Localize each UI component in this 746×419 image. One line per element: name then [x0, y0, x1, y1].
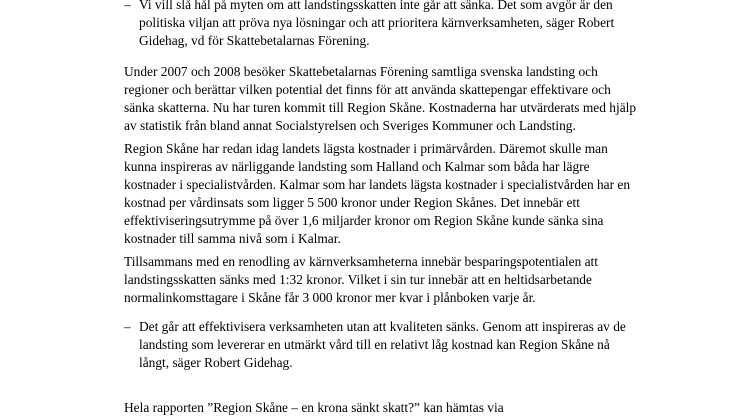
text-line: av statistik från bland annat Socialstyrelsen och Sveriges Kommuner och Landsting. — [124, 118, 576, 134]
text-line: sänka skatterna. Nu har turen kommit till Region Skåne. Kostnaderna har utvärderats med hjälp — [124, 100, 637, 116]
paragraph-tour — [124, 63, 636, 135]
text-line: Under 2007 och 2008 besöker Skattebetalarnas Förening samtliga svenska landsting och — [124, 64, 598, 79]
text-line: Gidehag, vd för Skattebetalarnas Förening. — [139, 33, 370, 49]
paragraph-savings — [124, 253, 598, 307]
text-line: Vi vill slå hål på myten om att landstingsskatten inte går att sänka. Det som avgör är den — [139, 0, 613, 12]
text-line: kostnader till samma nivå som i Kalmar. — [124, 231, 341, 247]
paragraph-costs — [124, 140, 630, 249]
text-line: kunna inspireras av närliggande landsting som Halland och Kalmar som båda har lägre — [124, 159, 590, 175]
text-line: Hela rapporten ”Region Skåne – en krona sänkt skatt?” kan hämtas via — [124, 400, 504, 415]
quote-gidehag-2 — [139, 318, 626, 372]
quote-dash: – — [124, 0, 131, 12]
text-line: långt, säger Robert Gidehag. — [139, 355, 293, 371]
text-line: politiska viljan att pröva nya lösningar och att prioritera kärnverksamheten, säger Robert — [139, 15, 615, 31]
text-line: Det går att effektivisera verksamheten utan att kvaliteten sänks. Genom att inspireras av de — [139, 319, 626, 334]
text-line: Region Skåne har redan idag landets lägsta kostnader i primärvården. Däremot skulle man — [124, 141, 608, 156]
text-line: kostnad per vårdinsats som ligger 5 500 kronor under Region Skånes. Det innebär ett — [124, 195, 580, 211]
text-line: normalinkomsttagare i Skåne får 3 000 kronor mer kvar i plånboken varje år. — [124, 290, 536, 306]
text-line: Tillsammans med en renodling av kärnverksamheterna innebär besparingspotentialen att — [124, 254, 598, 269]
text-line: landsting som levererar en utmärkt vård till en relativt låg kostnad kan Region Skåne nå — [139, 337, 610, 353]
text-line: kostnader i specialistvården. Kalmar som har landets lägsta kostnader i specialistvården har en — [124, 177, 631, 193]
text-line: effektiviseringsutrymme på över 1,6 miljarder kronor om Region Skåne kunde sänka sina — [124, 213, 604, 229]
report-download-note — [124, 399, 504, 417]
quote-dash: – — [124, 319, 131, 334]
text-line: landstingsskatten sänks med 1:32 kronor. Vilket i sin tur innebär att en heltidsarbetande — [124, 272, 592, 288]
text-line: regioner och berättar vilken potential det finns för att använda skattepengar effektivare och — [124, 82, 611, 98]
quote-gidehag-1 — [139, 0, 614, 50]
